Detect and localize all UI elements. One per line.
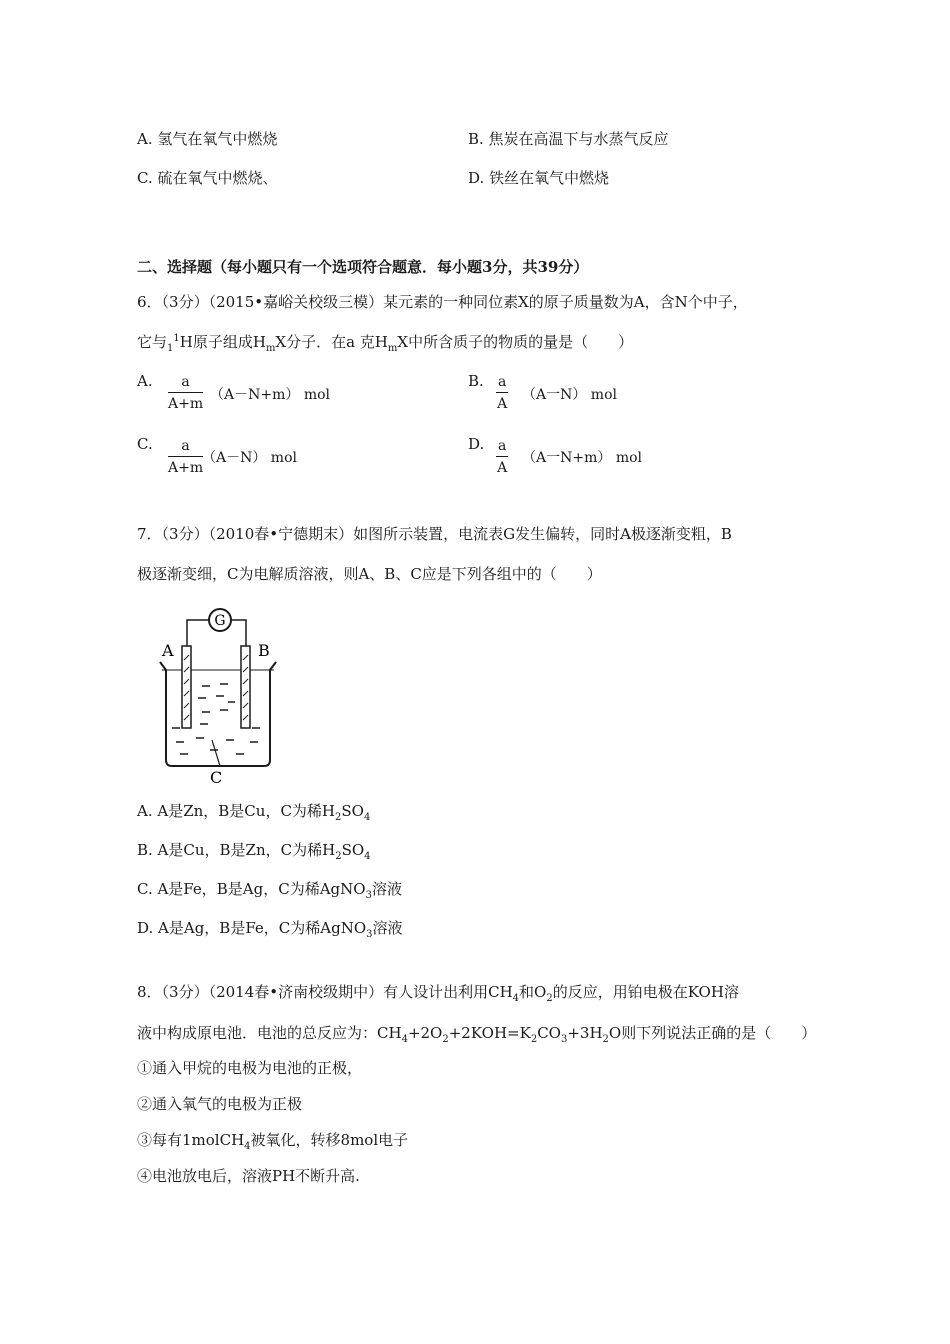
q6-option-c-label: C. xyxy=(137,435,153,453)
electrolyte-label: C xyxy=(210,768,223,787)
q7-stem-line1: 7．（3分）（2010春•宁德期末）如图所示装置，电流表G发生偏转，同时A极逐渐变粗，B xyxy=(137,525,732,543)
q6-option-a-text: （A－N+m） mol xyxy=(210,387,330,403)
section-heading: 二、选择题（每小题只有一个选项符合题意．每小题3分，共39分） xyxy=(137,258,589,276)
q7-option-d: D. A是Ag，B是Fe，C为稀AgNO$_3$溶液 xyxy=(137,919,403,940)
q5-option-b: B. 焦炭在高温下与水蒸气反应 xyxy=(468,130,669,148)
q8-statement-4: ④电池放电后，溶液PH不断升高. xyxy=(137,1167,360,1185)
q8-statement-3: ③每有1molCH$_4$被氧化，转移8mol电子 xyxy=(137,1131,409,1152)
q6-option-d-fraction: a A xyxy=(497,438,508,476)
q6-option-b-text: （A一N） mol xyxy=(522,387,617,403)
q6-option-c-text: （A－N） mol xyxy=(202,450,297,466)
q6-option-b-fraction: a A xyxy=(497,374,508,412)
q6-stem-line2: 它与$_1^1$H原子组成$H_mX$分子．在a 克$H_mX$中所含质子的物质的量是（ ） xyxy=(137,333,634,354)
q7-stem-line2: 极逐渐变细，C为电解质溶液，则A、B、C应是下列各组中的（ ） xyxy=(137,565,602,583)
q8-stem-line2: 液中构成原电池．电池的总反应为：$CH_4+2O_2+2KOH=K_2CO_3+3H_2O$则下列说法正确的是（ ） xyxy=(137,1024,817,1045)
galvanometer-label: G xyxy=(214,613,226,629)
electrode-b xyxy=(241,646,250,728)
q6-option-d-label: D. xyxy=(468,435,485,453)
q5-option-a: A. 氢气在氧气中燃烧 xyxy=(137,130,278,148)
q7-option-c: C. A是Fe，B是Ag，C为稀AgNO$_3$溶液 xyxy=(137,880,402,901)
q5-option-d: D. 铁丝在氧气中燃烧 xyxy=(468,169,610,187)
galvanic-cell-diagram xyxy=(140,600,296,792)
q8-stem-line1: 8．（3分）（2014春•济南校级期中）有人设计出利用$CH_4$和$O_2$的反应，用铂电极在KOH溶 xyxy=(137,983,739,1004)
q6-stem-line1: 6．（3分）（2015•嘉峪关校级三模）某元素的一种同位素X的原子质量数为A，含N个中子， xyxy=(137,293,748,311)
q6-option-d-text: （A一N+m） mol xyxy=(522,450,642,466)
q8-statement-2: ②通入氧气的电极为正极 xyxy=(137,1095,303,1113)
electrode-b-label: B xyxy=(258,641,270,660)
electrode-a-label: A xyxy=(162,641,174,660)
q6-option-a-fraction: a A+m xyxy=(168,374,204,412)
electrode-a xyxy=(182,646,191,728)
q7-option-b: B. A是Cu，B是Zn，C为稀$H_2SO_4$ xyxy=(137,841,371,862)
q6-option-c-fraction: a A+m xyxy=(168,438,204,476)
q6-option-b-label: B. xyxy=(468,372,484,390)
q6-option-a-label: A. xyxy=(137,372,153,390)
q7-option-a: A. A是Zn，B是Cu，C为稀$H_2SO_4$ xyxy=(137,802,371,823)
q8-statement-1: ①通入甲烷的电极为电池的正极， xyxy=(137,1059,363,1077)
q5-option-c: C. 硫在氧气中燃烧、 xyxy=(137,169,278,187)
